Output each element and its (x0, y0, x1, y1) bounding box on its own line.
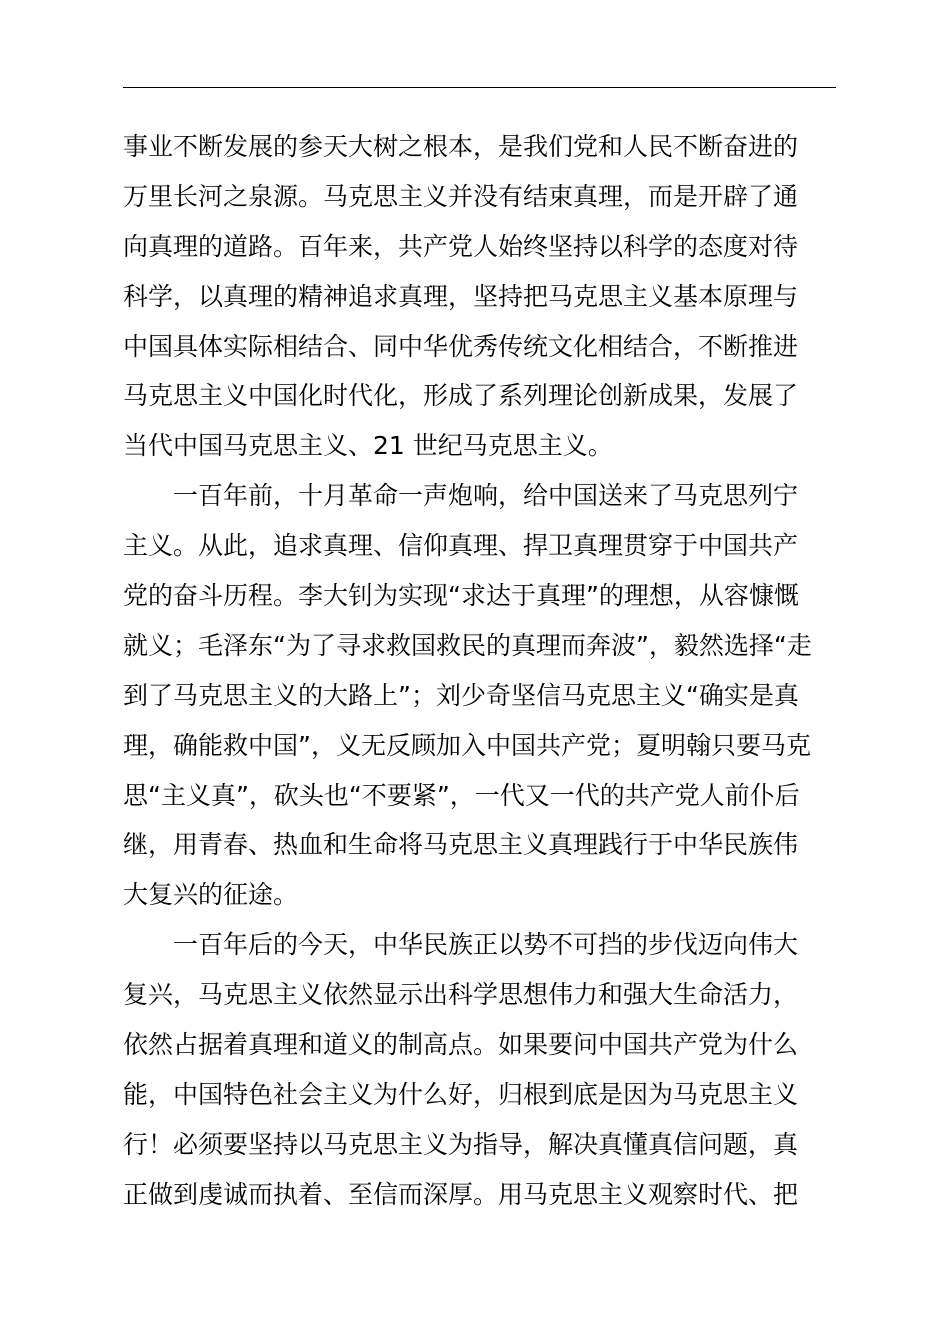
text-line: 继，用青春、热血和生命将马克思主义真理践行于中华民族伟 (123, 830, 799, 860)
text-line: 一百年前，十月革命一声炮响，给中国送来了马克思列宁 (173, 481, 799, 511)
paragraph-1 (123, 122, 863, 471)
text-line: 科学，以真理的精神追求真理，坚持把马克思主义基本原理与 (123, 281, 799, 311)
text-line: 理，确能救中国”，义无反顾加入中国共产党；夏明翰只要马克 (123, 730, 811, 760)
text-line: 向真理的道路。百年来，共产党人始终坚持以科学的态度对待 (123, 231, 799, 261)
text-line: 当代中国马克思主义、21 世纪马克思主义。 (123, 431, 613, 461)
text-line: 党的奋斗历程。李大钊为实现“求达于真理”的理想，从容慷慨 (123, 581, 799, 611)
text-line: 马克思主义中国化时代化，形成了系列理论创新成果，发展了 (123, 381, 799, 411)
header-rule (123, 87, 836, 88)
text-line: 中国具体实际相结合、同中华优秀传统文化相结合，不断推进 (123, 331, 799, 361)
text-line: 复兴，马克思主义依然显示出科学思想伟力和强大生命活力， (123, 980, 799, 1010)
text-line: 主义。从此，追求真理、信仰真理、捍卫真理贯穿于中国共产 (123, 531, 799, 561)
paragraph-3 (123, 920, 863, 1219)
text-line: 事业不断发展的参天大树之根本，是我们党和人民不断奋进的 (123, 132, 799, 161)
text-line: 思“主义真”，砍头也“不要紧”，一代又一代的共产党人前仆后 (123, 780, 800, 810)
text-line: 大复兴的征途。 (123, 880, 299, 910)
text-line: 万里长河之泉源。马克思主义并没有结束真理，而是开辟了通 (123, 181, 799, 211)
text-line: 行！必须要坚持以马克思主义为指导，解决真懂真信问题，真 (123, 1129, 799, 1159)
paragraph-2 (123, 471, 863, 920)
document-body (123, 122, 863, 1220)
text-line: 依然占据着真理和道义的制高点。如果要问中国共产党为什么 (123, 1030, 799, 1060)
text-line: 就义；毛泽东“为了寻求救国救民的真理而奔波”，毅然选择“走 (123, 630, 812, 660)
text-line: 正做到虔诚而执着、至信而深厚。用马克思主义观察时代、把 (123, 1179, 799, 1209)
text-line: 能，中国特色社会主义为什么好，归根到底是因为马克思主义 (123, 1079, 799, 1109)
text-line: 到了马克思主义的大路上”；刘少奇坚信马克思主义“确实是真 (123, 680, 799, 710)
text-line: 一百年后的今天，中华民族正以势不可挡的步伐迈向伟大 (173, 930, 799, 960)
